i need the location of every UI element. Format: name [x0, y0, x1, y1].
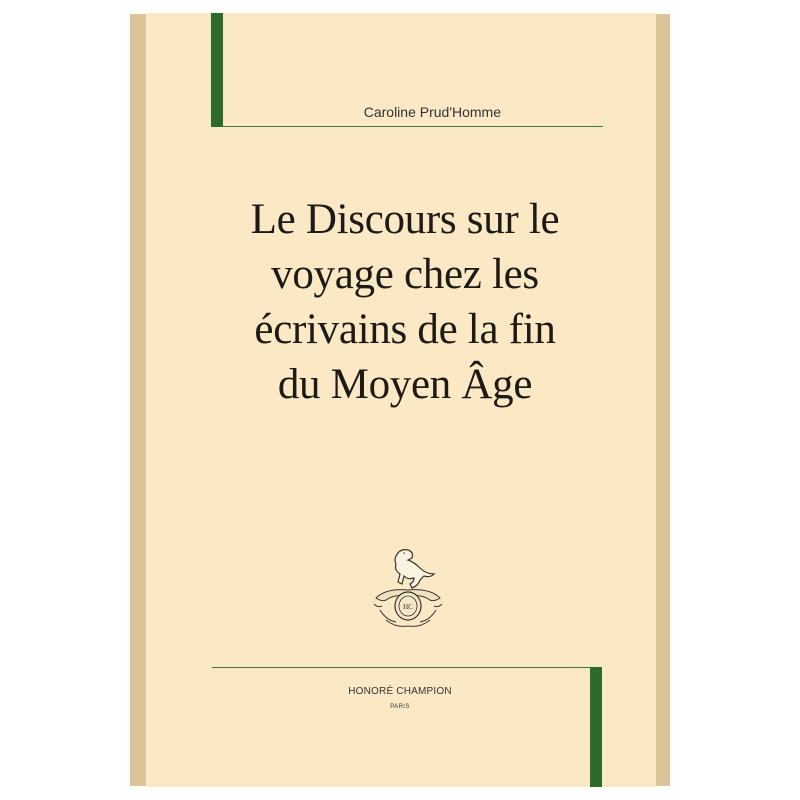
publisher-city: PARIS: [390, 704, 410, 710]
book-title: [180, 192, 630, 412]
top-green-bar: [211, 13, 223, 127]
author-name: Caroline Prud'Homme: [363, 104, 501, 120]
title-line: voyage chez les: [271, 251, 539, 298]
svg-text:HC: HC: [403, 603, 413, 611]
top-divider-line: [223, 126, 603, 127]
title-line: Le Discours sur le: [250, 196, 560, 243]
publisher-name: HONORÉ CHAMPION: [348, 686, 452, 697]
horse-emblem-icon: [368, 540, 448, 630]
title-line: écrivains de la fin: [254, 306, 556, 353]
bottom-green-bar: [590, 667, 602, 787]
bottom-divider-line: [212, 667, 590, 668]
title-line: du Moyen Âge: [277, 361, 533, 408]
